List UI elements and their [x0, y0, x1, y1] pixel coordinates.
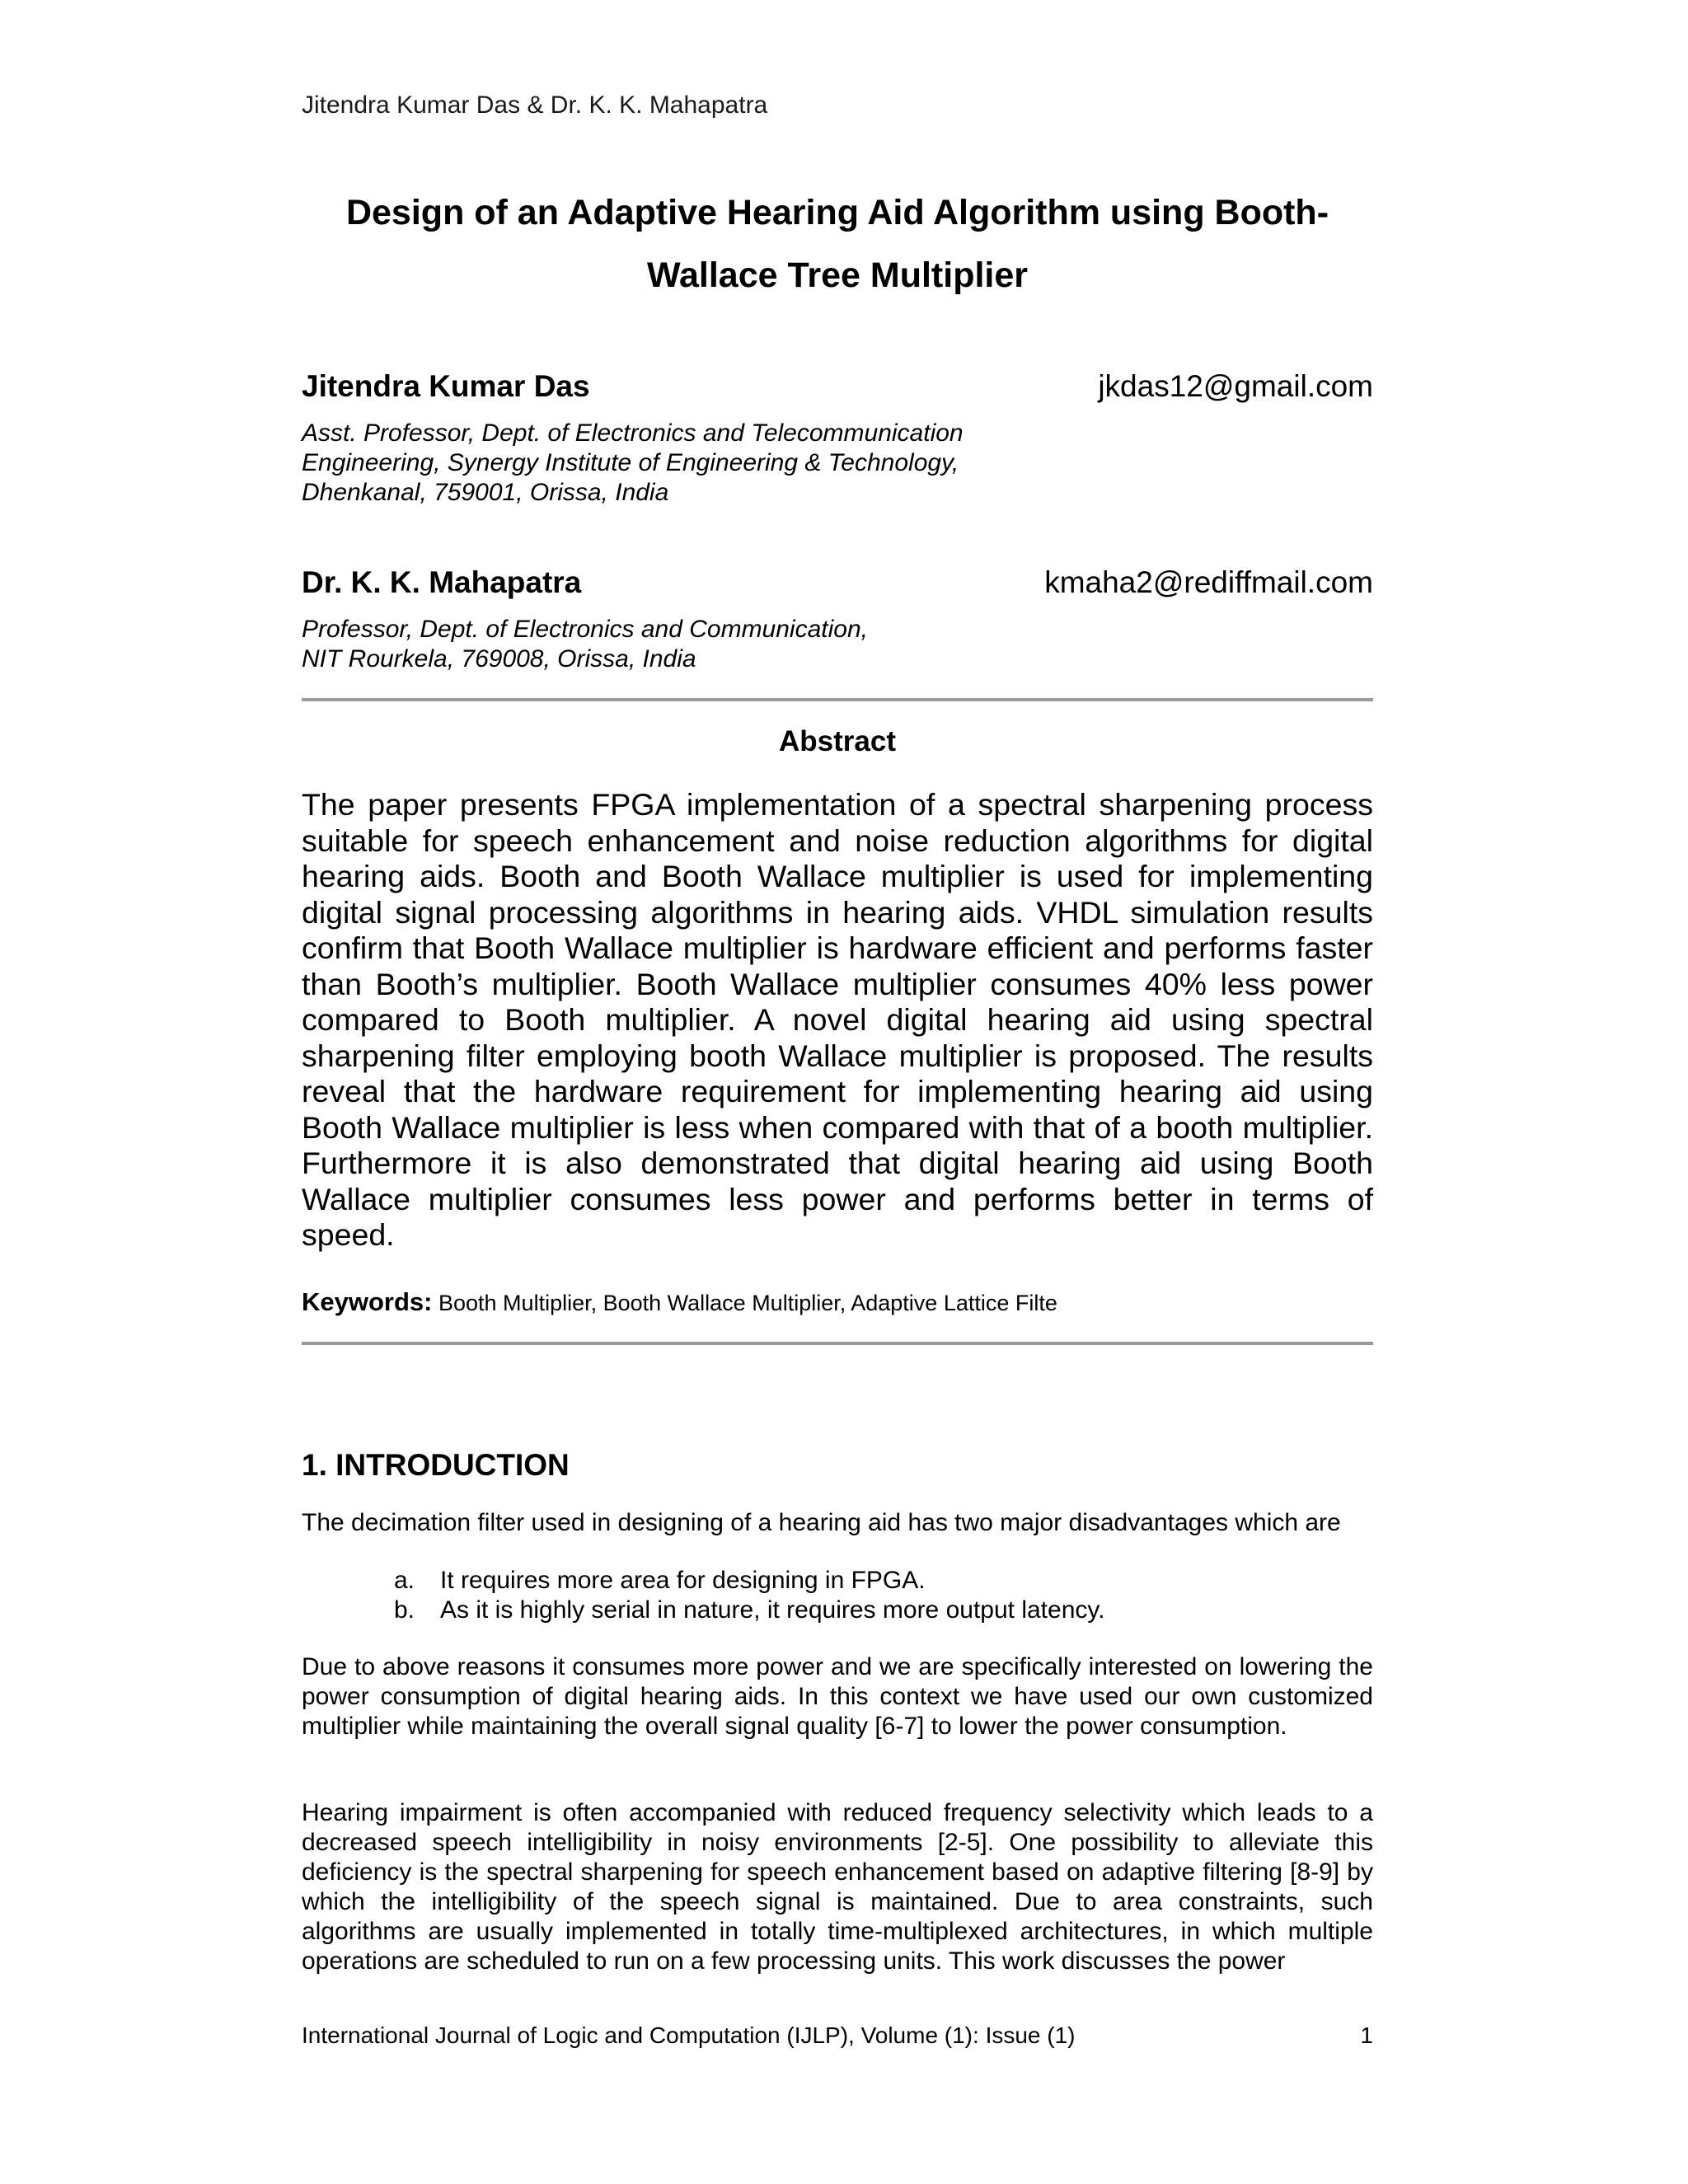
affiliation-line: NIT Rourkela, 769008, Orissa, India — [302, 645, 696, 673]
keywords — [302, 1287, 1373, 1318]
list-item-text: It requires more area for designing in FPGA. — [440, 1567, 926, 1594]
title-line-1: Design of an Adaptive Hearing Aid Algorithm using Booth- — [345, 193, 1329, 232]
author-name: Dr. K. K. Mahapatra — [302, 565, 582, 599]
affiliation-line: Engineering, Synergy Institute of Engineering & Technology, — [302, 449, 959, 476]
intro-paragraph-1: The decimation filter used in designing of a hearing aid has two major disadvantages which are — [302, 1509, 1341, 1536]
running-head: Jitendra Kumar Das & Dr. K. K. Mahapatra — [302, 91, 768, 119]
intro-list — [394, 1566, 1367, 1625]
intro-paragraph-3: Hearing impairment is often accompanied with reduced frequency selectivity which leads to a decreased speech intelligibility in noisy environments [2-5]. One possibility to alleviate this deficiency is the spectral sharpening for speech enhancement based on adaptive filtering [8-9] by which the intelligibility of the speech signal is maintained. Due to area constraints, such algorithms are usually implemented in totally time-multiplexed architectures, in which multiple operations are scheduled to run on a few processing units. This work discusses the power — [302, 1799, 1373, 1975]
author-affiliation — [302, 615, 1373, 674]
intro-paragraph-2: Due to above reasons it consumes more power and we are specifically interested on lowering the power consumption of digital hearing aids. In this context we have used our own customized multiplier while maintaining the overall signal quality [6-7] to lower the power consumption. — [302, 1653, 1373, 1740]
list-item-text: As it is highly serial in nature, it requires more output latency. — [440, 1596, 1105, 1624]
footer-journal: International Journal of Logic and Computation (IJLP), Volume (1): Issue (1) — [302, 2022, 1076, 2048]
section-heading-introduction: 1. INTRODUCTION — [302, 1448, 570, 1482]
divider-top — [302, 698, 1373, 701]
page-footer — [302, 2021, 1373, 2050]
author-email: jkdas12@gmail.com — [1098, 369, 1373, 403]
list-marker: b. — [394, 1596, 415, 1624]
divider-bottom — [302, 1342, 1373, 1345]
abstract-heading: Abstract — [779, 725, 896, 757]
keywords-label: Keywords: — [302, 1287, 433, 1316]
affiliation-line: Professor, Dept. of Electronics and Communication, — [302, 616, 868, 643]
list-item — [394, 1596, 1367, 1625]
keywords-text: Booth Multiplier, Booth Wallace Multiplier, Adaptive Lattice Filte — [438, 1291, 1057, 1315]
author-affiliation — [302, 419, 1373, 508]
affiliation-line: Dhenkanal, 759001, Orissa, India — [302, 479, 669, 506]
author-block-1 — [302, 368, 1373, 508]
affiliation-line: Asst. Professor, Dept. of Electronics and Telecommunication — [302, 419, 964, 447]
list-marker: a. — [394, 1567, 415, 1594]
abstract-text: The paper presents FPGA implementation of a spectral sharpening process suitable for speech enhancement and noise reduction algorithms for digital hearing aids. Booth and Booth Wallace multiplier is used for implementing digital signal processing algorithms in hearing aids. VHDL simulation results confirm that Booth Wallace multiplier is hardware efficient and performs faster than Booth’s multiplier. Booth Wallace multiplier consumes 40% less power compared to Booth multiplier. A novel digital hearing aid using spectral sharpening filter employing booth Wallace multiplier is proposed. The results reveal that the hardware requirement for implementing hearing aid using Booth Wallace multiplier is less when compared with that of a booth multiplier. Furthermore it is also demonstrated that digital hearing aid using Booth Wallace multiplier consumes less power and performs better in terms of speed. — [302, 787, 1373, 1252]
list-item — [394, 1566, 1367, 1596]
author-name: Jitendra Kumar Das — [302, 369, 590, 403]
page-number: 1 — [1360, 2022, 1373, 2048]
author-email: kmaha2@rediffmail.com — [1044, 565, 1373, 599]
title-line-2: Wallace Tree Multiplier — [647, 255, 1028, 295]
paper-title — [302, 181, 1373, 307]
author-block-2 — [302, 564, 1373, 674]
